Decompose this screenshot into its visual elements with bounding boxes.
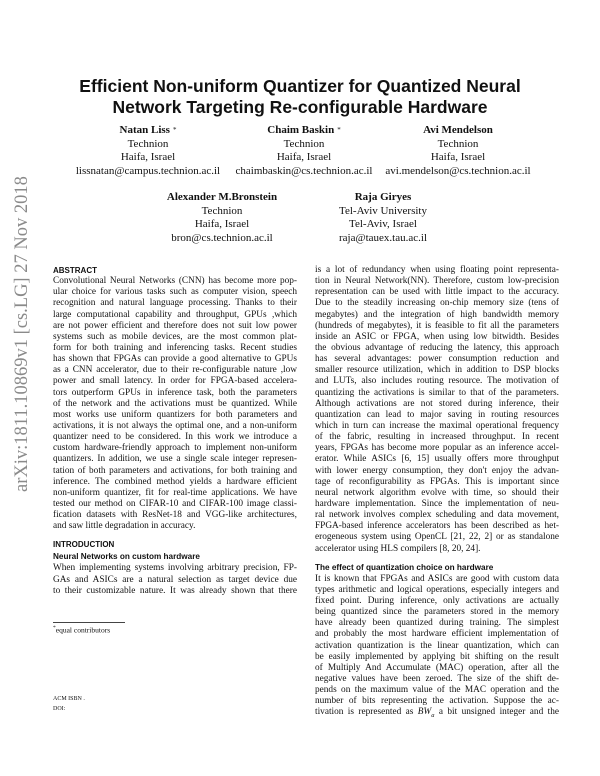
author-email: avi.mendelson@cs.technion.ac.il	[385, 164, 531, 177]
text-line: with lower energy consumption, they don't enjoy the advan-	[315, 465, 559, 476]
text-line: GAs and ASICs are a natural selection as target device due	[53, 574, 297, 585]
author-location: Haifa, Israel	[430, 151, 486, 163]
text-line: It is known that FPGAs and ASICs are good with custom data	[315, 573, 559, 584]
text-line: years, FPGAs has become more popular as an inference accel-	[315, 443, 559, 454]
text-line: being quantized since the parameters stored in the memory	[315, 607, 559, 618]
text-line: smaller resource utilization, which in addition to DSP blocks	[315, 365, 559, 376]
author-name: Avi Mendelson	[423, 124, 493, 136]
subsection-heading: The effect of quantization choice on hardware	[315, 562, 494, 572]
equal-contribution-mark: *	[337, 126, 341, 134]
introduction-body	[53, 563, 297, 596]
author-location: Haifa, Israel	[276, 151, 332, 163]
text-line: tage of reconfigurability as FPGAs. This is important since	[315, 476, 559, 487]
text-line: megabytes) and the integration of high bandwidth memory	[315, 309, 559, 320]
text-line: erator. While ASICs [6, 15] usually offers more throughput	[315, 454, 559, 465]
text-line: When implementing systems involving arbitrary precision, FP-	[53, 563, 297, 574]
text-line: most works use uniform quantizers for both parameters and	[53, 409, 297, 420]
text-line: is a lot of redundancy when using floating point representa-	[315, 265, 559, 275]
text-line: to their customizable nature. It was already shown that there	[53, 585, 297, 596]
text-line: tors outperform GPUs in inference task, both the parameters	[53, 387, 297, 398]
author-affiliation: Technion	[127, 137, 169, 150]
text-line: accelerator using HLS compilers [8, 20, 24].	[315, 543, 481, 554]
text-line: fixed point. During inference, only activations are actually	[315, 595, 559, 606]
text-line: the obvious advantage of reducing the latency, this approach	[315, 342, 559, 353]
footnote-text: equal contributors	[55, 625, 111, 635]
text-line: non-uniform quantizer, fit for real-time applications. We have	[53, 487, 297, 498]
right-column	[315, 265, 559, 718]
text-line: Due to the steadily increasing on-chip memory size (tens of	[315, 298, 559, 309]
text-line: inside an ASIC or FPGA, when using low bitwidth. Besides	[315, 331, 559, 342]
text-line: quantizing the activations is similar to that of the parameters.	[315, 387, 559, 398]
math-symbol: BW	[417, 707, 432, 718]
text-line: and probably the most hardware efficient implementation of	[315, 629, 559, 640]
text-line: tested our method on CIFAR-10 and CIFAR-100 image classi-	[53, 498, 297, 509]
text-line: quantizers. In addition, we use a single scale integer represen-	[53, 454, 297, 465]
footnote-mark: *	[53, 625, 56, 631]
author-email: raja@tauex.tau.ac.il	[339, 231, 427, 244]
author-name: Chaim Baskin	[267, 124, 335, 136]
acm-doi: DOI:	[53, 705, 66, 712]
author-card	[358, 124, 558, 178]
text-line: has several advantages: power consumption reduction and	[315, 354, 559, 365]
text-line: as a CNN accelerator, due to their re-configurable nature ,low	[53, 365, 297, 376]
math-subscript: a	[431, 712, 435, 719]
text-line: be easily implemented by applying bit shifting on the result	[315, 651, 559, 662]
text-line: are not power efficient and therefore does not suit low power	[53, 320, 297, 331]
footnote-divider	[53, 622, 125, 623]
author-card	[283, 191, 483, 245]
text-line: erogeneous system using OpenCL [21, 22, 2] or as standalone	[315, 532, 559, 543]
text-line: negative values have been zeroed. The size of the shift de-	[315, 673, 559, 684]
author-affiliation: Technion	[283, 137, 325, 150]
text-line: quantization can lead to major saving in routing resources	[315, 409, 559, 420]
text-line: large computational capability and throughput, GPUs ,which	[53, 309, 297, 320]
author-affiliation: Technion	[437, 137, 479, 150]
text-line: activations, it is not always the optimal one, and a non-uniform	[53, 420, 297, 431]
title-line: Efficient Non-uniform Quantizer for Quantized Neural	[79, 76, 521, 96]
author-location: Haifa, Israel	[194, 218, 250, 230]
text-line: and LUTs, also includes routing resource. The motivation of	[315, 376, 559, 387]
introduction-heading: INTRODUCTION	[53, 540, 115, 550]
author-location: Tel-Aviv, Israel	[349, 218, 417, 230]
author-name: Natan Liss	[119, 124, 170, 136]
text-line: which in turn can increase the maximal operational frequency	[315, 420, 559, 431]
text-line: of the network and the activations must be quantized. While	[53, 398, 297, 409]
text-line: number of bits representing the activation. Suppose the ac-	[315, 696, 559, 707]
paper-title	[40, 76, 560, 118]
text-line: ral network involves complex scheduling and data movement,	[315, 510, 559, 521]
text-line: fication datasets with ResNet-18 and VGG-like architectures,	[53, 510, 297, 521]
text-line: of the fabric, resulting in increased throughput. In recent	[315, 432, 559, 443]
text-line: power and small latency. In order for FPGA-based accelera-	[53, 376, 297, 387]
text-line: (hundreds of megabytes), it is feasible to fit all the parameters	[315, 320, 559, 331]
author-name: Raja Giryes	[354, 191, 412, 203]
acm-isbn: ACM ISBN .	[53, 696, 85, 702]
title-line: Network Targeting Re-configurable Hardware	[112, 97, 488, 117]
author-email: lissnatan@campus.technion.ac.il	[75, 164, 221, 177]
text-line: tivation is represented as $BW_a$ a bit unsigned integer and the	[315, 707, 559, 719]
text-line: FPGA-based inference accelerators has been described as het-	[315, 521, 559, 532]
acm-info	[53, 695, 85, 714]
left-column	[53, 265, 297, 597]
text-line: and saw little degradation in accuracy.	[53, 521, 196, 532]
abstract-body	[53, 276, 297, 532]
subsection-heading: Neural Networks on custom hardware	[53, 552, 200, 562]
text-line: of Multiply And Accumulate (MAC) operation, after all the	[315, 662, 559, 673]
footnote	[53, 625, 110, 635]
text-line: custom hardware-friendly approach to implement non-uniform	[53, 443, 297, 454]
text-line: has shown that FPGAs can provide a good alternative to GPUs	[53, 354, 297, 365]
text-line: Although activations are not stored during inference, their	[315, 398, 559, 409]
text-line: form for both training and inferencing tasks. Recent studies	[53, 342, 297, 353]
body-text	[315, 574, 559, 708]
text-line: types arithmetic and logical operations, especially integers and	[315, 584, 559, 595]
text-line: pends on the maximum value of the MAC operation and the	[315, 685, 559, 696]
text-line: quantizer need to be considered. In this work we introduce a	[53, 432, 297, 443]
text-line: recognition and natural language processing. Thanks to their	[53, 298, 297, 309]
arxiv-identifier: arXiv:1811.10869v1 [cs.LG] 27 Nov 2018	[12, 176, 32, 492]
text-line: activation quantization is the linear quantization, which can	[315, 640, 559, 651]
text-line: systems such as mobile devices, are the most common plat-	[53, 331, 297, 342]
body-text	[315, 265, 559, 555]
text-line: have already been quantized during training. The simplest	[315, 618, 559, 629]
author-email: bron@cs.technion.ac.il	[171, 231, 273, 244]
text-line: tion in Neural Network(NN). Therefore, custom low-precision	[315, 276, 559, 287]
author-affiliation: Tel-Aviv University	[339, 204, 427, 217]
abstract-heading: ABSTRACT	[53, 266, 97, 275]
author-location: Haifa, Israel	[120, 151, 176, 163]
text-line: hardware implementation. Since the implementation of neu-	[315, 498, 559, 509]
author-affiliation: Technion	[201, 204, 243, 217]
equal-contribution-mark: *	[172, 126, 177, 134]
text-line: neural network algorithm evolve with time, so should their	[315, 487, 559, 498]
text-line: ular choice for various tasks such as computer vision, speech	[53, 287, 297, 298]
author-email: chaimbaskin@cs.technion.ac.il	[235, 164, 373, 177]
text-line: inference. The combined method yields a hardware efficient	[53, 476, 297, 487]
text-line: Convolutional Neural Networks (CNN) has become more pop-	[53, 276, 297, 287]
text-line: representation can be used with little impact to the accuracy.	[315, 287, 559, 298]
author-name: Alexander M.Bronstein	[166, 191, 278, 203]
text-line: tation of both parameters and activations, for both training and	[53, 465, 297, 476]
